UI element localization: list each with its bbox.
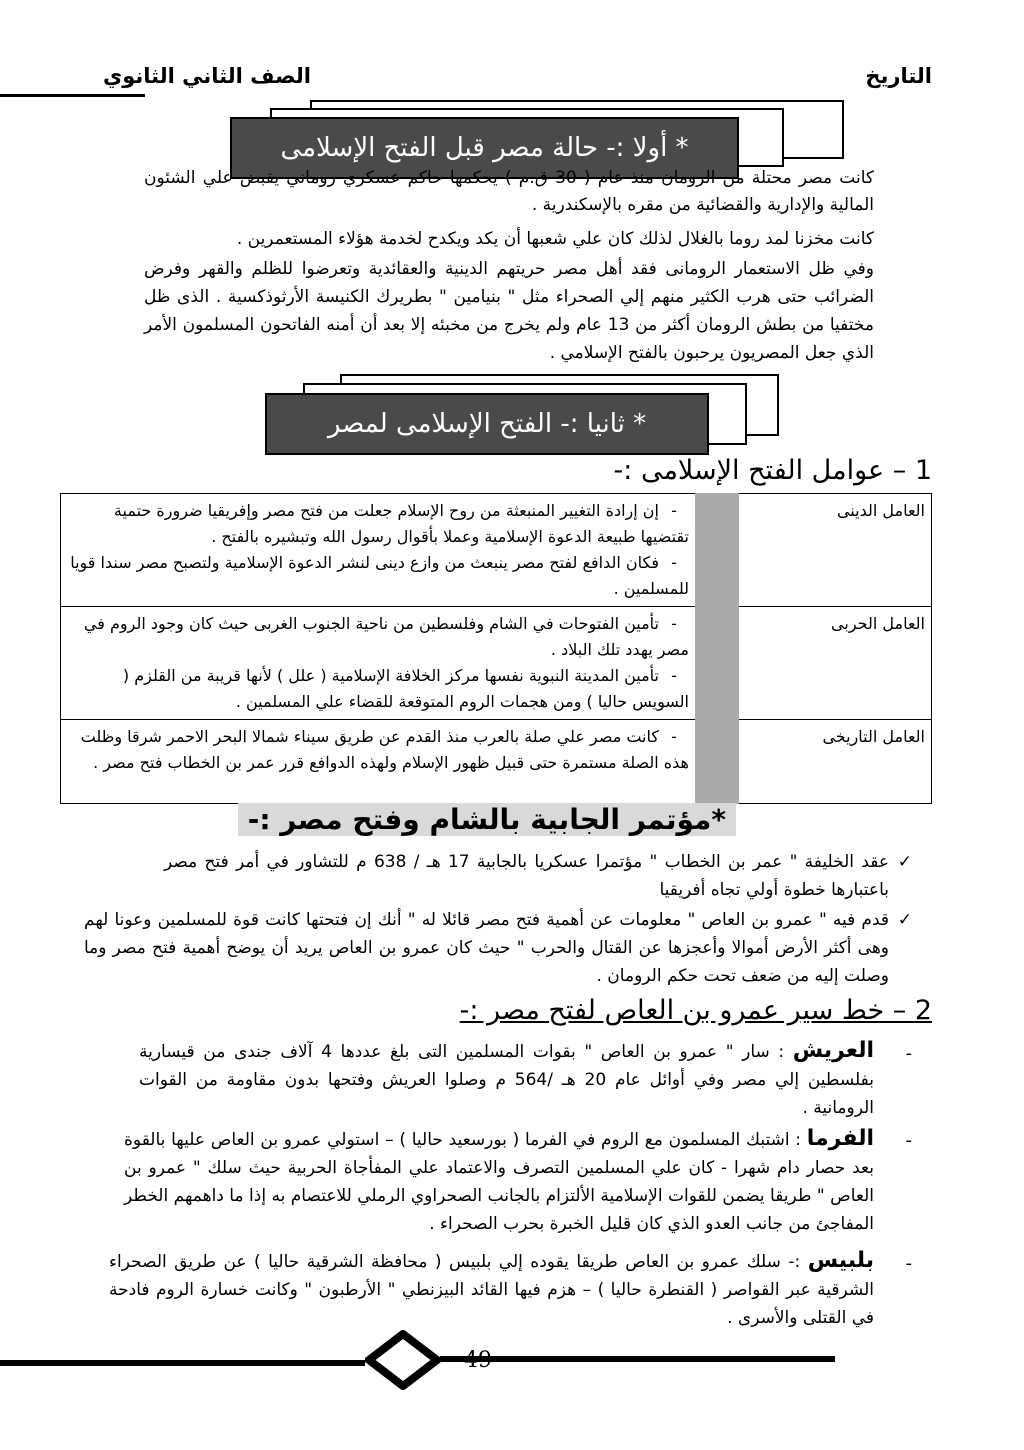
dash-icon: - xyxy=(905,1043,912,1064)
route-place: العريش xyxy=(792,1038,875,1063)
factors-heading: 1 – عوامل الفتح الإسلامى :- xyxy=(613,455,932,486)
conference-point-1: عقد الخليفة " عمر بن الخطاب " مؤتمرا عسكريا بالجابية 17 هـ / 638 م للتشاور في أمر فتح مصر باعتبارها خطوة أولي تجاه أفريقيا xyxy=(164,852,889,900)
banner-title: * ثانيا :- الفتح الإسلامى لمصر xyxy=(265,393,709,455)
route-text: :- سلك عمرو بن العاص طريقا يقوده إلي بلبيس ( محافظة الشرقية حاليا ) عن طريق الصحراء الشرقية عبر القواصر ( القنطرة حاليا ) – هزم فيها القائد البيزنطي " الأرطبون " وكانت خسارة الروم فادحة في القتلى والأسرى . xyxy=(109,1252,874,1328)
factor-point xyxy=(67,663,689,715)
dash-icon: - xyxy=(671,727,677,746)
factor-name-cell xyxy=(717,720,932,804)
header-subject: التاريخ xyxy=(865,64,932,88)
factor-point-text: تأمين الفتوحات في الشام وفلسطين من ناحية الجنوب الغربى حيث كان وجود الروم في مصر يهدد تلك البلاد . xyxy=(83,614,689,659)
route-text: : سار " عمرو بن العاص " بقوات المسلمين التى بلغ عددها 4 آلاف جندى من قيسارية بفلسطين إلي مصر وفي أوائل عام 20 هـ /564 م وصلوا العريش وفتحها بدون مقاومة من القوات الرومانية . xyxy=(139,1042,874,1118)
factor-point-text: تأمين المدينة النبوية نفسها مركز الخلافة الإسلامية ( علل ) لأنها قريبة من القلزم ( السويس حاليا ) ومن هجمات الروم المتوقعة للقضاء علي المسلمين . xyxy=(122,666,689,711)
route-text: : اشتبك المسلمون مع الروم في الفرما ( بورسعيد حاليا ) – استولي عمرو بن العاص عليها بالقوة بعد حصار دام شهرا - كان علي المسلمين التصرف والاعتماد علي المفأجاة الحربية حيث سلك " عمرو بن العاص " طريقا يضمن للقوات الإسلامية الألتزام بالجانب الصحراوي الرملي للاعتصام به إذا ما داهمهم الخطر المفاجئ من جانب العدو الذي كان قليل الخبرة بحرب الصحراء . xyxy=(124,1130,874,1234)
route-heading: 2 – خط سير عمرو بن العاص لفتح مصر :- xyxy=(459,995,932,1026)
factor-point xyxy=(67,498,689,550)
factor-point-text: كانت مصر علي صلة بالعرب منذ القدم عن طريق سيناء شمالا البحر الاحمر شرقا وظلت هذه الصلة مستمرة حتى قبيل ظهور الإسلام ولهذه الدوافع قرر عمر بن الخطاب فتح مصر . xyxy=(80,727,689,772)
page-number: 49 xyxy=(464,1348,492,1373)
footer-rule-left xyxy=(0,1360,365,1366)
table-row xyxy=(61,494,932,607)
route-item xyxy=(139,1037,874,1122)
route-place: بلبيس xyxy=(807,1248,875,1273)
factor-point xyxy=(67,550,689,602)
intro-paragraph-3: وفي ظل الاستعمار الرومانى فقد أهل مصر حريتهم الدينية والعقائدية وتعرضوا للظلم والقهر وفرض الضرائب حتى هرب الكثير منهم إلي الصحراء مثل " بنيامين " بطريرك الكنيسة الأرثوذكسية . الذى ظل مختفيا من بطش الرومان أكثر من 13 عام ولم يخرج من مخبئه إلا بعد أن أمنه الفاتحون المسلمون الأمر الذي جعل المصريون يرحبون بالفتح الإسلامي . xyxy=(144,259,874,363)
factor-name-cell xyxy=(717,607,932,720)
dash-icon: - xyxy=(671,666,677,685)
factor-name: العامل الدينى xyxy=(836,501,925,520)
check-icon: ✓ xyxy=(897,910,912,930)
route-place: الفرما xyxy=(806,1126,874,1151)
factor-name: العامل التاريخى xyxy=(822,727,925,746)
conference-point-2: قدم فيه " عمرو بن العاص " معلومات عن أهمية فتح مصر قائلا له " أنك إن فتحتها كانت قوة للمسلمين وعونا لهم وهى أكثر الأرض أموالا وأعجزها عن القتال والحرب " حيث كان عمرو بن العاص يريد أن يوضح أهمية فتح مصر وما وصلت إليه من ضعف تحت حكم الرومان . xyxy=(84,910,889,986)
factors-table xyxy=(60,493,932,804)
factor-point xyxy=(67,611,689,663)
route-item xyxy=(124,1125,874,1238)
factor-point xyxy=(67,724,689,776)
intro-paragraph-1: كانت مصر محتلة من الرومان منذ عام ( 30 ق.م ) يحكمها حاكم عسكري روماني يقبض علي الشئون المالية والإدارية والقضائية من مقره بالإسكندرية . xyxy=(144,168,874,215)
route-item xyxy=(109,1247,874,1332)
header-rule xyxy=(0,94,145,97)
check-icon: ✓ xyxy=(897,852,912,872)
factor-name: العامل الحربى xyxy=(831,614,925,633)
dash-icon: - xyxy=(671,501,677,520)
section-banner-2 xyxy=(265,374,785,459)
table-row xyxy=(61,607,932,720)
conference-title: *مؤتمر الجابية بالشام وفتح مصر :- xyxy=(238,803,736,836)
table-row xyxy=(61,720,932,804)
factor-points-cell xyxy=(61,607,718,720)
dash-icon: - xyxy=(671,553,677,572)
factor-point-text: إن إرادة التغيير المنبعثة من روح الإسلام جعلت من فتح مصر وإفريقيا ضرورة حتمية تقتضيها طبيعة الدعوة الإسلامية وعملا بأقوال رسول الله وتبشيره بالفتح . xyxy=(113,501,689,546)
banner-title: * أولا :- حالة مصر قبل الفتح الإسلامى xyxy=(230,117,739,179)
footer-diamond-icon xyxy=(365,1330,441,1390)
factor-point-text: فكان الدافع لفتح مصر ينبعث من وازع دينى لنشر الدعوة الإسلامية ولتصبح مصر سندا قويا للمسلمين . xyxy=(70,553,689,598)
footer-rule-right xyxy=(440,1356,835,1362)
dash-icon: - xyxy=(905,1130,912,1151)
header-grade: الصف الثاني الثانوي xyxy=(103,64,311,88)
factor-points-cell xyxy=(61,720,718,804)
dash-icon: - xyxy=(905,1253,912,1274)
factor-points-cell xyxy=(61,494,718,607)
dash-icon: - xyxy=(671,614,677,633)
intro-paragraph-2: كانت مخزنا لمد روما بالغلال لذلك كان علي شعبها أن يكد ويكدح لخدمة هؤلاء المستعمرين . xyxy=(236,229,874,249)
factor-name-cell xyxy=(717,494,932,607)
